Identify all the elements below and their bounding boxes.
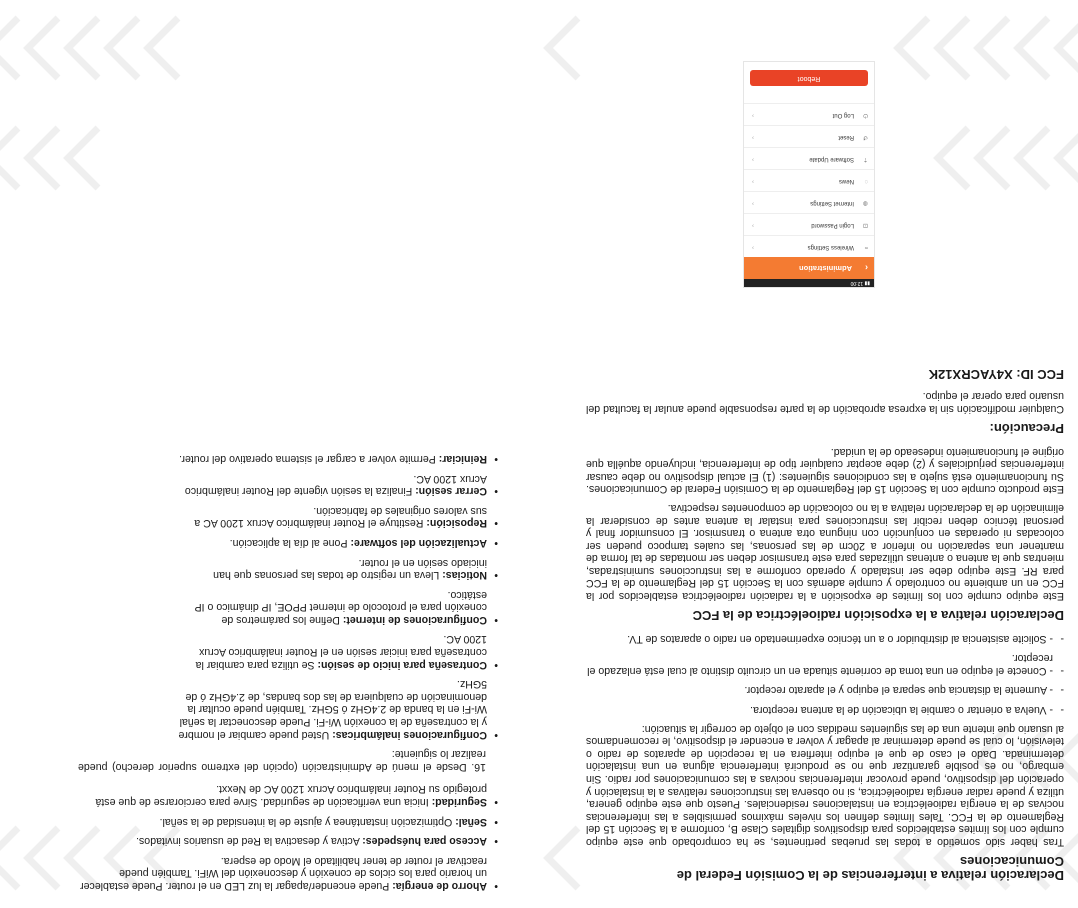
reboot-button[interactable]: Reboot: [750, 70, 868, 86]
admin-option: • Configuraciones de internet: Define los parámetros de conexión para el protocolo de internet PPOE, IP dinámico o IP estático.: [178, 588, 498, 626]
measure-item: - - Conecte el equipo en una toma de corriente situada en un circuito distinto al cual está enlazado el receptor.: [586, 652, 1064, 677]
admin-options-list: [178, 452, 498, 740]
feature-item: • Señal: Optimización instantánea y ajuste de la intensidad de la señal.: [78, 815, 498, 828]
status-bar: ▮▮ 12:00: [744, 279, 874, 287]
admin-option: • Actualización del software: Pone al día la aplicación.: [178, 536, 498, 549]
fcc-exposure-paragraph: Este equipo cumple con los límites de exposición a la radiación radioeléctrica establecidos por la FCC en un ambiente no controlado y cumple además con la Sección 15 del Reglamento de la FCC para RF. Este equipo debe ser instalado y operado conforme a las instrucciones suministradas, mientras que la antena o antenas utilizadas para este transmisor deben ser montadas de tal forma de mantener una separación no inferior a 20cm de las personas, las cuales tampoco pueden ser colocadas ni operadas en conjunción con ninguna otra antena o transmisor. El consumidor final y personal técnico deben recibir las instrucciones para instalar la antena antes de considerar la eliminación de la declaración relativa a la no colocación de componentes respectiva.: [586, 501, 1064, 603]
feature-item: • Ahorro de energía: Puede encender/apagar la luz LED en el router. Puede establecer un horario para los ciclos de conexión y desconexión del WiFi. También puede reactivar el router de tener habilitado el Modo de espera.: [78, 854, 498, 892]
logout-icon: ⏻: [863, 112, 868, 118]
fcc-exposure-title: Declaración relativa a la exposición radioeléctrica de la FCC: [692, 608, 1064, 624]
feature-item: • Seguridad: Inicia una verificación de seguridad. Sirve para cerciorarse de que está protegido su Router inalámbrico Acrux 1200 AC de Nexxt.: [78, 783, 498, 808]
admin-option: • Noticias: Lleva un registro de todas las personas que han iniciado sesión en el router.: [178, 556, 498, 581]
measure-item: - - Solicite asistencia al distribuidor o a un técnico experimentado en radio o aparatos de TV.: [586, 632, 1064, 645]
step-16: 16. Desde el menú de Administración (opción del extremo superior derecho) puede realizar lo siguiente:: [78, 748, 486, 773]
measure-item: - - Vuelva a orientar o cambie la ubicación de la antena receptora.: [586, 703, 1064, 716]
admin-option: • Reposición: Restituye el Router inalámbrico Acrux 1200 AC a sus valores originales de fabricación.: [178, 504, 498, 529]
reset-icon: ↺: [862, 134, 868, 140]
fcc-column: [586, 367, 1064, 892]
caution-paragraph: Cualquier modificación sin la expresa aprobación de la parte responsable puede anular la facultad del usuario para operar el equipo.: [586, 390, 1064, 415]
update-icon: ⇡: [862, 156, 868, 162]
admin-option: • Cerrar sesión: Finaliza la sesión vigente del Router inalámbrico Acrux 1200 AC.: [178, 472, 498, 497]
measure-item: - - Aumente la distancia que separa el equipo y el aparato receptor.: [586, 684, 1064, 697]
chevron-right-icon: ›: [752, 222, 754, 228]
menu-item-wireless-settings[interactable]: ≈ Wireless Settings ›: [744, 235, 874, 257]
features-top-list: [78, 783, 498, 892]
back-chevron-icon[interactable]: ‹: [865, 263, 868, 273]
chevron-right-icon: ›: [752, 178, 754, 184]
measures-list: [586, 632, 1064, 716]
menu-item-login-password[interactable]: ⊡ Login Password ›: [744, 213, 874, 235]
lock-icon: ⊡: [862, 222, 868, 228]
chevron-right-icon: ›: [752, 156, 754, 162]
globe-icon: ◍: [862, 200, 868, 206]
menu-item-reset[interactable]: ↺ Reset ›: [744, 125, 874, 147]
menu-item-internet-settings[interactable]: ◍ Internet Settings ›: [744, 191, 874, 213]
wifi-icon: ≈: [864, 244, 868, 250]
chevron-right-icon: ›: [752, 134, 754, 140]
chevron-right-icon: ›: [752, 200, 754, 206]
caution-title: Precaución:: [989, 420, 1064, 436]
fcc-interference-title: Declaración relativa a interferencias de la Comisión Federal de Comunicaciones: [676, 854, 1064, 883]
menu-item-log-out[interactable]: ⏻ Log Out ›: [744, 103, 874, 125]
admin-option: • Reiniciar: Permite volver a cargar el sistema operativo del router.: [178, 452, 498, 465]
feature-item: • Acceso para huéspedes: Activa y desactiva la Red de usuarios invitados.: [78, 835, 498, 848]
features-column: [78, 445, 498, 892]
chevron-right-icon: ›: [752, 112, 754, 118]
menu-item-news[interactable]: ◌ News ›: [744, 169, 874, 191]
news-icon: ◌: [864, 178, 868, 184]
menu-item-software-update[interactable]: ⇡ Software Update ›: [744, 147, 874, 169]
admin-header-title: Administration: [799, 264, 852, 273]
admin-option: • Configuraciones inalámbricas: Usted puede cambiar el nombre y la contraseña de la conexión Wi-Fi. Puede desconectar la señal Wi-Fi en la banda de 2.4GHz ó 5GHz. También puede ocultar la denominación de cualquiera de las dos bandas, de 2.4GHz ó de 5GHz.: [178, 678, 498, 741]
fcc-interference-paragraph: Tras haber sido sometido a todas las pruebas pertinentes, se ha comprobado que este equipo cumple con los límites establecidos para dispositivos digitales Clase B, conforme a la Sección 15 del Reglamento de la FCC. Tales límites definen los niveles máximos permisibles a las interferencias nocivas de la energía radioeléctrica en instalaciones residenciales. Puesto que este equipo genera, utiliza y puede radiar energía radioeléctrica, si no observa las instrucciones relativas a la instalación y operación del dispositivo, puede provocar interferencias nocivas a las comunicaciones por radio. Sin embargo, no es posible garantizar que no se producirá interferencia alguna en una instalación determinada. Dado el caso de que el equipo interfiera en la recepción de aparatos de radio o televisión, lo cual se puede determinar al apagar y volver a encender el dispositivo, le recomendamos al usuario que intente una de las siguientes medidas con el objeto de corregir la situación:: [586, 722, 1064, 848]
fcc-id: FCC ID: X4YACRX12K: [928, 366, 1064, 382]
fcc-compliance-paragraph: Este producto cumple con la Sección 15 del Reglamento de la Comisión Federal de Comunicaciones. Su funcionamiento está sujeto a las condiciones siguientes: (1) El actual dispositivo no debe causar interferencias perjudiciales y (2) debe aceptar cualquier tipo de interferencia, incluyendo aquélla que origine el funcionamiento indeseado de la unidad.: [586, 445, 1064, 496]
admin-option: • Contraseña para inicio de sesión: Se utiliza para cambiar la contraseña para iniciar sesión en el Router inalámbrico Acrux 1200 AC.: [178, 633, 498, 671]
chevron-right-icon: ›: [752, 244, 754, 250]
